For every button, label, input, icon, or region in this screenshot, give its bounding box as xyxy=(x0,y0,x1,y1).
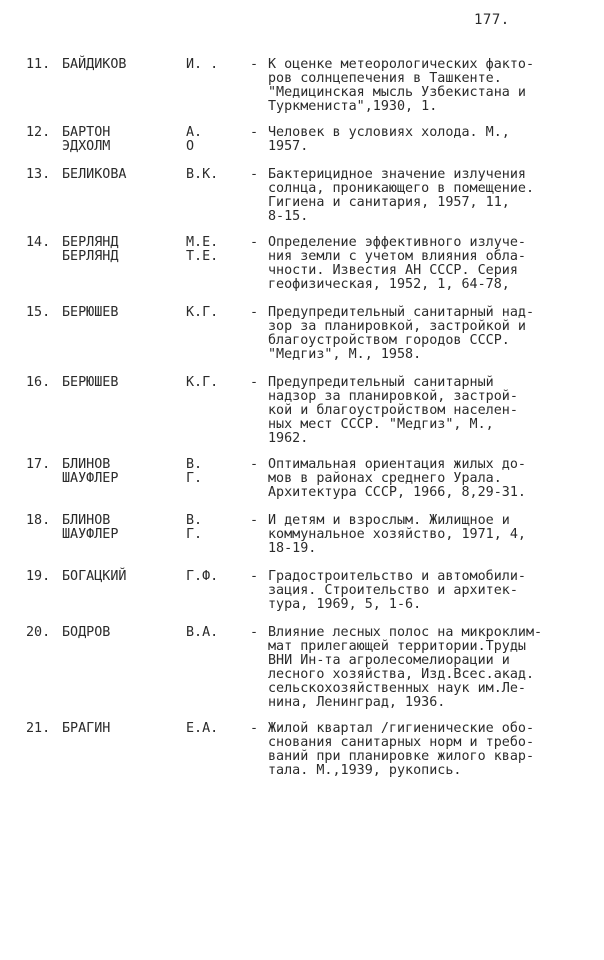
entry-authors xyxy=(62,570,127,584)
author-initials: И. . xyxy=(186,57,219,72)
description-line: солнца, проникающего в помещение. xyxy=(268,181,535,196)
author-initials: Г. xyxy=(186,471,203,486)
description-line: 8-15. xyxy=(268,209,309,224)
description-line: 18-19. xyxy=(268,541,317,556)
author-surname: БЛИНОВ xyxy=(62,513,111,528)
description-line: 1962. xyxy=(268,431,309,446)
description-line: И детям и взрослым. Жилищное и xyxy=(268,513,510,528)
author-initials: В.А. xyxy=(186,625,219,640)
entry-number: 19. xyxy=(26,569,51,584)
author-surname: БЕРЮШЕВ xyxy=(62,375,119,390)
description-line: кой и благоустройством населен- xyxy=(268,403,518,418)
entry-authors xyxy=(62,168,127,182)
entry-dash: - xyxy=(250,569,259,584)
page-number: 177. xyxy=(474,12,510,28)
description-line: геофизическая, 1952, 1, 64-78, xyxy=(268,277,510,292)
entry-initials xyxy=(186,514,202,542)
author-surname: БЕРЛЯНД xyxy=(62,235,119,250)
author-initials: А. xyxy=(186,125,203,140)
description-line: ров солнцепечения в Ташкенте. xyxy=(268,71,502,86)
author-initials: В. xyxy=(186,513,203,528)
author-initials: В. xyxy=(186,457,203,472)
description-line: Архитектура СССР, 1966, 8,29-31. xyxy=(268,485,526,500)
entry-authors xyxy=(62,58,127,72)
entry-number: 12. xyxy=(26,125,51,140)
description-line: благоустройством городов СССР. xyxy=(268,333,510,348)
description-line: снования санитарных норм и требо- xyxy=(268,735,535,750)
entry-dash: - xyxy=(250,125,259,140)
entry-dash: - xyxy=(250,513,259,528)
entry-description xyxy=(268,126,588,154)
author-initials: Г. xyxy=(186,527,203,542)
author-surname: БЕРЛЯНД xyxy=(62,249,119,264)
description-line: ВНИ Ин-та агролесомелиорации и xyxy=(268,653,510,668)
entry-number: 20. xyxy=(26,625,51,640)
description-line: Градостроительство и автомобили- xyxy=(268,569,526,584)
author-surname: БРАГИН xyxy=(62,721,111,736)
entry-authors xyxy=(62,458,118,486)
author-initials: Г.Ф. xyxy=(186,569,219,584)
entry-initials xyxy=(186,626,218,640)
entry-dash: - xyxy=(250,457,259,472)
author-surname: БАЙДИКОВ xyxy=(62,57,127,72)
description-line: надзор за планировкой, застрой- xyxy=(268,389,518,404)
entry-number: 14. xyxy=(26,235,51,250)
author-surname: ШАУФЛЕР xyxy=(62,471,119,486)
description-line: ния земли с учетом влияния обла- xyxy=(268,249,526,264)
description-line: коммунальное хозяйство, 1971, 4, xyxy=(268,527,526,542)
description-line: Предупредительный санитарный xyxy=(268,375,494,390)
author-initials: М.Е. xyxy=(186,235,219,250)
description-line: тура, 1969, 5, 1-6. xyxy=(268,597,422,612)
description-line: тала. М.,1939, рукопись. xyxy=(268,763,462,778)
author-surname: БАРТОН xyxy=(62,125,111,140)
author-initials: В.К. xyxy=(186,167,219,182)
author-surname: ШАУФЛЕР xyxy=(62,527,119,542)
entry-initials xyxy=(186,236,218,264)
entry-dash: - xyxy=(250,721,259,736)
entry-number: 16. xyxy=(26,375,51,390)
description-line: "Медицинская мысль Узбекистана и xyxy=(268,85,526,100)
description-line: Оптимальная ориентация жилых до- xyxy=(268,457,526,472)
entry-dash: - xyxy=(250,625,259,640)
description-line: "Медгиз", М., 1958. xyxy=(268,347,422,362)
author-surname: БЕРЮШЕВ xyxy=(62,305,119,320)
entry-description xyxy=(268,168,588,224)
description-line: сельскохозяйственных наук им.Ле- xyxy=(268,681,526,696)
entry-number: 17. xyxy=(26,457,51,472)
entry-description xyxy=(268,58,588,114)
description-line: 1957. xyxy=(268,139,309,154)
entry-authors xyxy=(62,306,118,320)
entry-description xyxy=(268,570,588,612)
entry-dash: - xyxy=(250,167,259,182)
entry-dash: - xyxy=(250,375,259,390)
entry-dash: - xyxy=(250,305,259,320)
description-line: К оценке метеорологических факто- xyxy=(268,57,535,72)
entry-description xyxy=(268,722,588,778)
entry-description xyxy=(268,376,588,446)
description-line: Человек в условиях холода. М., xyxy=(268,125,510,140)
description-line: мов в районах среднего Урала. xyxy=(268,471,502,486)
author-initials: К.Г. xyxy=(186,375,219,390)
author-surname: БЕЛИКОВА xyxy=(62,167,127,182)
entry-dash: - xyxy=(250,57,259,72)
description-line: Бактерицидное значение излучения xyxy=(268,167,526,182)
entry-initials xyxy=(186,722,218,736)
description-line: Предупредительный санитарный над- xyxy=(268,305,535,320)
description-line: ваний при планировке жилого квар- xyxy=(268,749,535,764)
description-line: ных мест СССР. "Медгиз", М., xyxy=(268,417,494,432)
entry-number: 18. xyxy=(26,513,51,528)
entry-description xyxy=(268,236,588,292)
entry-dash: - xyxy=(250,235,259,250)
author-surname: ЭДХОЛМ xyxy=(62,139,111,154)
entry-description xyxy=(268,458,588,500)
description-line: нина, Ленинград, 1936. xyxy=(268,695,446,710)
entry-authors xyxy=(62,236,118,264)
entry-description xyxy=(268,514,588,556)
entry-authors xyxy=(62,722,110,736)
entry-authors xyxy=(62,514,118,542)
author-initials: Е.А. xyxy=(186,721,219,736)
entry-initials xyxy=(186,168,218,182)
entry-initials xyxy=(186,306,218,320)
description-line: зация. Строительство и архитек- xyxy=(268,583,518,598)
description-line: Определение эффективного излуче- xyxy=(268,235,526,250)
entry-number: 15. xyxy=(26,305,51,320)
entry-number: 13. xyxy=(26,167,51,182)
entry-number: 11. xyxy=(26,57,51,72)
description-line: чности. Известия АН СССР. Серия xyxy=(268,263,518,278)
entry-description xyxy=(268,306,588,362)
entry-number: 21. xyxy=(26,721,51,736)
author-surname: БОГАЦКИЙ xyxy=(62,569,127,584)
entry-initials xyxy=(186,376,218,390)
entry-authors xyxy=(62,376,118,390)
description-line: лесного хозяйства, Изд.Всес.акад. xyxy=(268,667,535,682)
author-initials: О xyxy=(186,139,195,154)
description-line: зор за планировкой, застройкой и xyxy=(268,319,526,334)
entry-initials xyxy=(186,126,202,154)
description-line: Туркмениста",1930, 1. xyxy=(268,99,438,114)
description-line: Жилой квартал /гигиенические обо- xyxy=(268,721,535,736)
description-line: мат прилегающей территории.Труды xyxy=(268,639,526,654)
description-line: Влияние лесных полос на микроклим- xyxy=(268,625,543,640)
entry-description xyxy=(268,626,588,710)
description-line: Гигиена и санитария, 1957, 11, xyxy=(268,195,510,210)
author-surname: БОДРОВ xyxy=(62,625,111,640)
entry-initials xyxy=(186,58,218,72)
author-initials: К.Г. xyxy=(186,305,219,320)
entry-authors xyxy=(62,126,110,154)
author-surname: БЛИНОВ xyxy=(62,457,111,472)
author-initials: Т.Е. xyxy=(186,249,219,264)
entry-initials xyxy=(186,458,202,486)
entry-initials xyxy=(186,570,218,584)
entry-authors xyxy=(62,626,110,640)
